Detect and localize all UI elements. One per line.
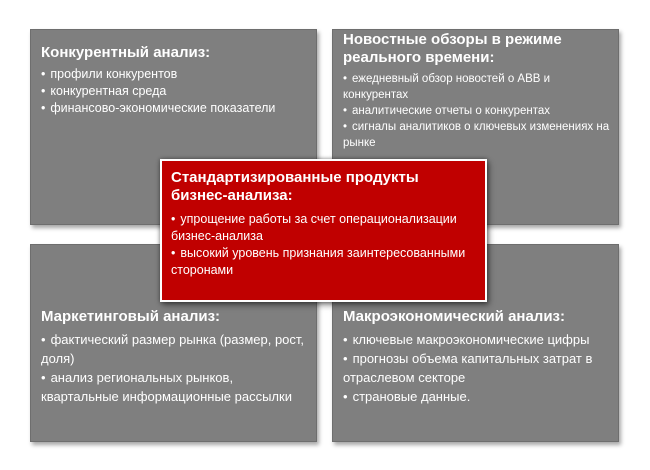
list-item: • сигналы аналитиков о ключевых изменениях на рынке: [343, 119, 610, 151]
list-item: • упрощение работы за счет операционализации бизнес-анализа: [171, 211, 477, 245]
news-reviews-list: [343, 71, 610, 151]
list-item: • ключевые макроэкономические цифры: [343, 330, 610, 349]
standardized-products-list: [171, 211, 477, 279]
list-item: • высокий уровень признания заинтересованными сторонами: [171, 245, 477, 279]
list-item: • финансово-экономические показатели: [41, 100, 308, 117]
marketing-analysis-title: Маркетинговый анализ:: [41, 308, 221, 325]
list-item: • страновые данные.: [343, 387, 610, 406]
list-item: • ежедневный обзор новостей о АВВ и конкурентах: [343, 71, 610, 103]
list-item: • аналитические отчеты о конкурентах: [343, 103, 610, 119]
list-item: • анализ региональных рынков, квартальные информационные рассылки: [41, 368, 308, 406]
macroeconomic-analysis-list: [343, 330, 610, 406]
list-item: • профили конкурентов: [41, 66, 308, 83]
macroeconomic-analysis-title: Макроэкономический анализ:: [343, 308, 566, 325]
standardized-products-box: [160, 159, 487, 302]
standardized-products-title: Стандартизированные продукты бизнес-анализа:: [171, 169, 419, 204]
list-item: • конкурентная среда: [41, 83, 308, 100]
list-item: • фактический размер рынка (размер, рост, доля): [41, 330, 308, 368]
list-item: • прогнозы объема капитальных затрат в отраслевом секторе: [343, 349, 610, 387]
competitive-analysis-list: [41, 66, 308, 117]
marketing-analysis-list: [41, 330, 308, 406]
news-reviews-title: Новостные обзоры в режиме реального времени:: [343, 31, 562, 66]
competitive-analysis-title: Конкурентный анализ:: [41, 44, 211, 61]
